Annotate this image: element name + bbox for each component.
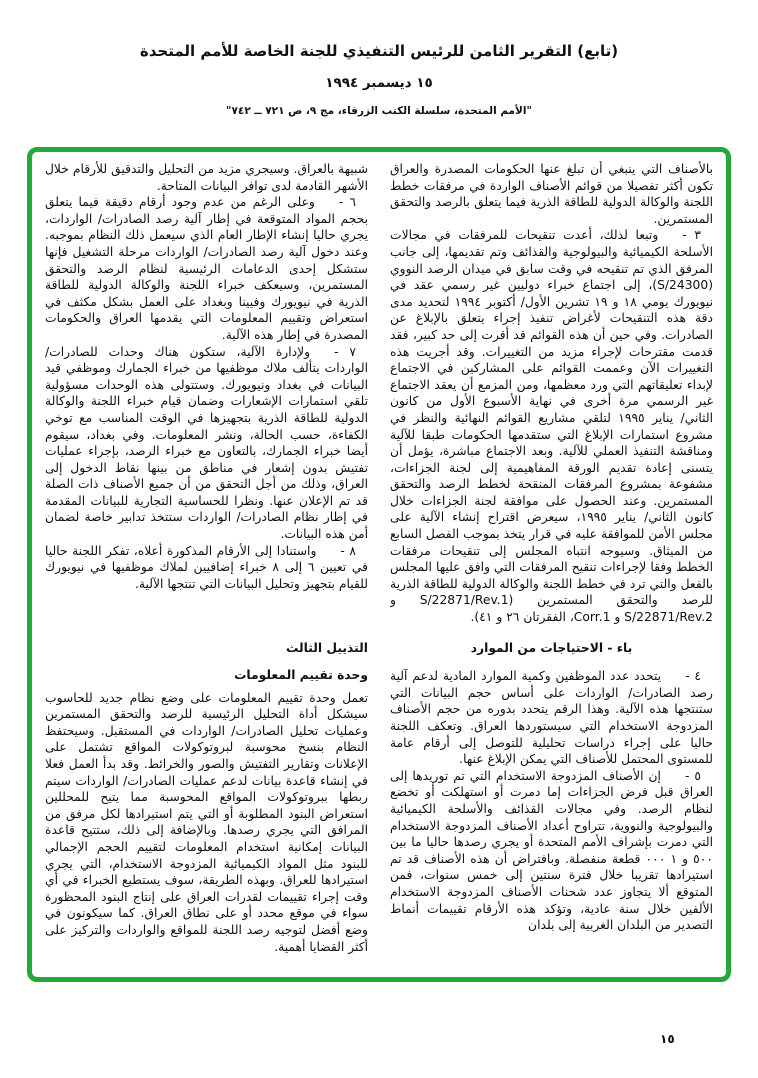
paragraph-5 <box>390 768 713 934</box>
paragraph-6 <box>45 194 368 343</box>
paragraph-3 <box>390 227 713 625</box>
paragraph-4-text: يتحدد عدد الموظفين وكمية الموارد المادية لدعم آلية رصد الصادرات/ الواردات على أساس حجم البيانات التي ستنتجها هذه الآلية. وهذا الرقم يتحدد بدوره من حجم الأصناف المزدوجة الاستخدام التي سيستوردها العراق. وتعكف اللجنة حاليا على إجراء دراسات تحليلية للتوصل إلى أرقام عامة للمستوى المحتمل للأصناف التي يمكن الإبلاغ عنها. <box>390 669 713 767</box>
paragraph-3-text: وتبعا لذلك، أعدت تنقيحات للمرفقات في مجالات الأسلحة الكيميائية والبيولوجية والقذائف وتم تقديمها، إلى جانب المرفق الذي تم تنقيحه في وقت سابق في ميدان الرصد النووي (S/24300)، إلى اجتماع خبراء دوليين غير رسمي عقد في نيويورك يومي ١٨ و ١٩ تشرين الأول/ أكتوبر ١٩٩٤ لتحديد مدى دقة هذه التنقيحات لأغراض تنفيذ إجراء يتعلق بالإبلاغ عن الصادرات. وفي حين أن هذه القوائم قد أقرت إلى حد كبير، فقد قدمت مقترحات لإجراء مزيد من التغييرات. وقد أجريت هذه التغييرات الآن وعممت القوائم على المشاركين في الاجتماع لإبداء تعليقاتهم التي ورد معظمها، ومن المزمع أن يعقد الاجتماع غير الرسمي مرة أخرى في نهاية الأسبوع الأول من كانون الثاني/ يناير ١٩٩٥ لتلقي مشاريع القوائم النهائية والنظر في مشروع استمارات الإبلاغ التي ستقدمها الحكومات طبقا للآلية ومناقشة التنفيذ العملي للآلية. وبعد الاجتماع مباشرة، يؤمل أن يتسنى إعادة تقديم الورقة المفاهيمية إلى لجنة الجزاءات، مشفوعة بمشروع المرفقات المنقحة لخطط الرصد والتحقق المستمرين. وعند الحصول على موافقة لجنة الجزاءات خلال كانون الثاني/ يناير ١٩٩٥، سيعرض اقتراح إنشاء الآلية على مجلس الأمن للموافقة عليه في قرار يتخذ بموجب الفصل السابع من الميثاق. وسيوجه انتباه المجلس إلى تنقيحات مرفقات الخطط وفقا لإجراءات تنقيح المرفقات التي وافق عليها المجلس بالفعل والتي ترد في خطط اللجنة والوكالة الدولية للطاقة الذرية للرصد والتحقق المستمرين (S/22871/Rev.1 و S/22871/Rev.2 و Corr.1، الفقرتان ٢٦ و ٤١). <box>390 228 713 625</box>
appendix-heading: التذييل الثالث <box>286 641 368 656</box>
paragraph-7-text: ولإدارة الآلية، ستكون هناك وحدات للصادرات/ الواردات يتألف ملاك موظفيها من خبراء الجمارك وموظفي قيد البيانات في بغداد ونيويورك. وستتولى هذه الوحدات مسؤولية تلقي استمارات الإشعارات وضمان قيام خبراء اللجنة والوكالة الدولية للطاقة الذرية بتجهيزها في الوقت المناسب مع توخي الكفاءة، حسب الحالة، ونشر المعلومات. وفي بغداد، سيقوم أيضا خبراء الجمارك، بالتعاون مع خبراء الرصد، بإجراء عمليات تفتيش بدون إشعار في مناطق من بينها نقاط الدخول إلى العراق، وذلك من أجل التحقق من أن جميع الأصناف ذات الصلة قد تم الإعلان عنها. ونظرا للحساسية التجارية للبيانات المقدمة في إطار نظام الصادرات/ الواردات ستتخذ تدابير خاصة لضمان أمن هذه البيانات. <box>45 344 368 542</box>
paragraph-5-number: ٥ - <box>684 768 701 783</box>
paragraph-3-number: ٣ - <box>682 228 701 243</box>
paragraph-8-text: واستنادا إلى الأرقام المذكورة أعلاه، تفكر اللجنة حاليا في تعيين ٦ إلى ٨ خبراء إضافيين لملاك موظفيها في نيويورك للقيام بتجهيز وتحليل البيانات التي تنتجها الآلية. <box>45 543 368 591</box>
paragraph-4 <box>390 668 713 768</box>
paragraph-continuation-left: شبيهة بالعراق. وسيجري مزيد من التحليل والتدقيق للأرقام خلال الأشهر القادمة لدى توافر البيانات المتاحة. <box>45 162 368 193</box>
paragraph-4-number: ٤ - <box>685 669 701 684</box>
paragraph-5-text: إن الأصناف المزدوجة الاستخدام التي تم توريدها إلى العراق قبل فرض الجزاءات إما دمرت أو استهلكت أو تخضع لنظام الرصد. وفي مجالات القذائف والأسلحة الكيميائية والبيولوجية والنووية، تتراوح أعداد الأصناف المزدوجة الاستخدام التي دمرت بإشراف الأمم المتحدة أو يجري رصدها حاليا ما بين ٥٠٠ و ١ ٠٠٠ قطعة منفصلة. وبافتراض أن هذه الأصناف قد تم استيرادها تقريبا خلال فترة سنتين إلى خمس سنوات، فمن المتوقع ألا يتجاوز عدد شحنات الأصناف المزدوجة الاستخدام الألفين خلال سنة عادية، وتؤكد هذه الأرقام تقييمات أنماط التصدير من البلدان الغربية إلى بلدان <box>390 768 713 933</box>
page-number: ١٥ <box>660 1032 675 1046</box>
paragraph-6-text: وعلى الرغم من عدم وجود أرقام دقيقة فيما يتعلق بحجم المواد المتوقعة في إطار آلية رصد الصادرات/ الواردات، يجري حاليا إنشاء الإطار العام الذي سيعمل ذلك النظام بموجبه. وعند دخول آلية رصد الصادرات/ الواردات مرحلة التشغيل فإنها ستشكل إحدى الدعامات الرئيسية لنظام الرصد والتحقق المستمرين، وسيعكف خبراء اللجنة والوكالة الدولية للطاقة الذرية في نيويورك وفيينا وبغداد على العمل بشكل مكثف في استعراض وتقييم المعلومات التي يقدمها العراق والحكومات المصدرة في إطار هذه الآلية. <box>45 195 368 342</box>
paragraph-7-number: ٧ - <box>334 344 356 359</box>
paragraph-appendix-body: تعمل وحدة تقييم المعلومات على وضع نظام جديد للحاسوب سيشكل أداة التحليل الرئيسية للرصد والتحقق المستمرين وعمليات تحليل الصادرات/ الواردات في المستقبل. وسيحتفظ النظام بنسخ محوسبة لبروتوكولات المواقع تشتمل على الإعلانات وتقارير التفتيش والصور والخرائط. وقد بدأ العمل فعلا في إنشاء قاعدة بيانات لدعم عمليات الصادرات/ الواردات سيتم ربطها ببروتوكولات المواقع المحوسبة مما يتيح للمحللين استعراض البنود المطلوبة أو التي يتم استيرادها لكل مرفق من المرافق التي يجري رصدها. وبالإضافة إلى ذلك، ستتيح قاعدة البيانات إمكانية استخدام المعلومات لتقييم الحجم الإجمالي للبنود مثل المواد الكيميائية المزدوجة الاستخدام، التي يجري استيرادها للعراق. وبهذه الطريقة، سوف يستطيع الخبراء في أي وقت إجراء تقييمات لقدرات العراق على إنتاج البنود المحظورة سواء في موقع محدد أو على نطاق العراق. كما سيكونون في وضع أفضل لتوجيه رصد اللجنة للمواقع والواردات والتركيز على أكثر القضايا أهمية. <box>45 690 368 954</box>
information-assessment-unit-heading: وحدة تقييم المعلومات <box>234 668 368 683</box>
column-right <box>390 161 713 971</box>
document-title: (تابع) التقرير الثامن للرئيس التنفيذي للجنة الخاصة للأمم المتحدة <box>139 42 619 60</box>
section-heading-resources: باء - الاحتياجات من الموارد <box>470 640 633 655</box>
content-frame <box>27 147 731 982</box>
paragraph-7 <box>45 344 368 543</box>
document-source-citation: "الأمم المتحدة، سلسلة الكتب الزرقاء، مج ٩، ص ٧٢١ ــ ٧٤٢" <box>226 105 532 117</box>
column-left <box>45 161 368 971</box>
paragraph-continuation-right: بالأصناف التي ينبغي أن تبلغ عنها الحكومات المصدرة والعراق تكون أكثر تفصيلا من قوائم الأصناف الواردة في مرفقات خطط اللجنة والوكالة الدولية للطاقة الذرية فيما يتعلق بالرصد والتحقق المستمرين. <box>390 162 713 226</box>
paragraph-8-number: ٨ - <box>340 543 356 558</box>
document-date: ١٥ ديسمبر ١٩٩٤ <box>325 75 433 91</box>
paragraph-6-number: ٦ - <box>338 195 356 210</box>
paragraph-8 <box>45 543 368 593</box>
document-header <box>0 0 758 117</box>
